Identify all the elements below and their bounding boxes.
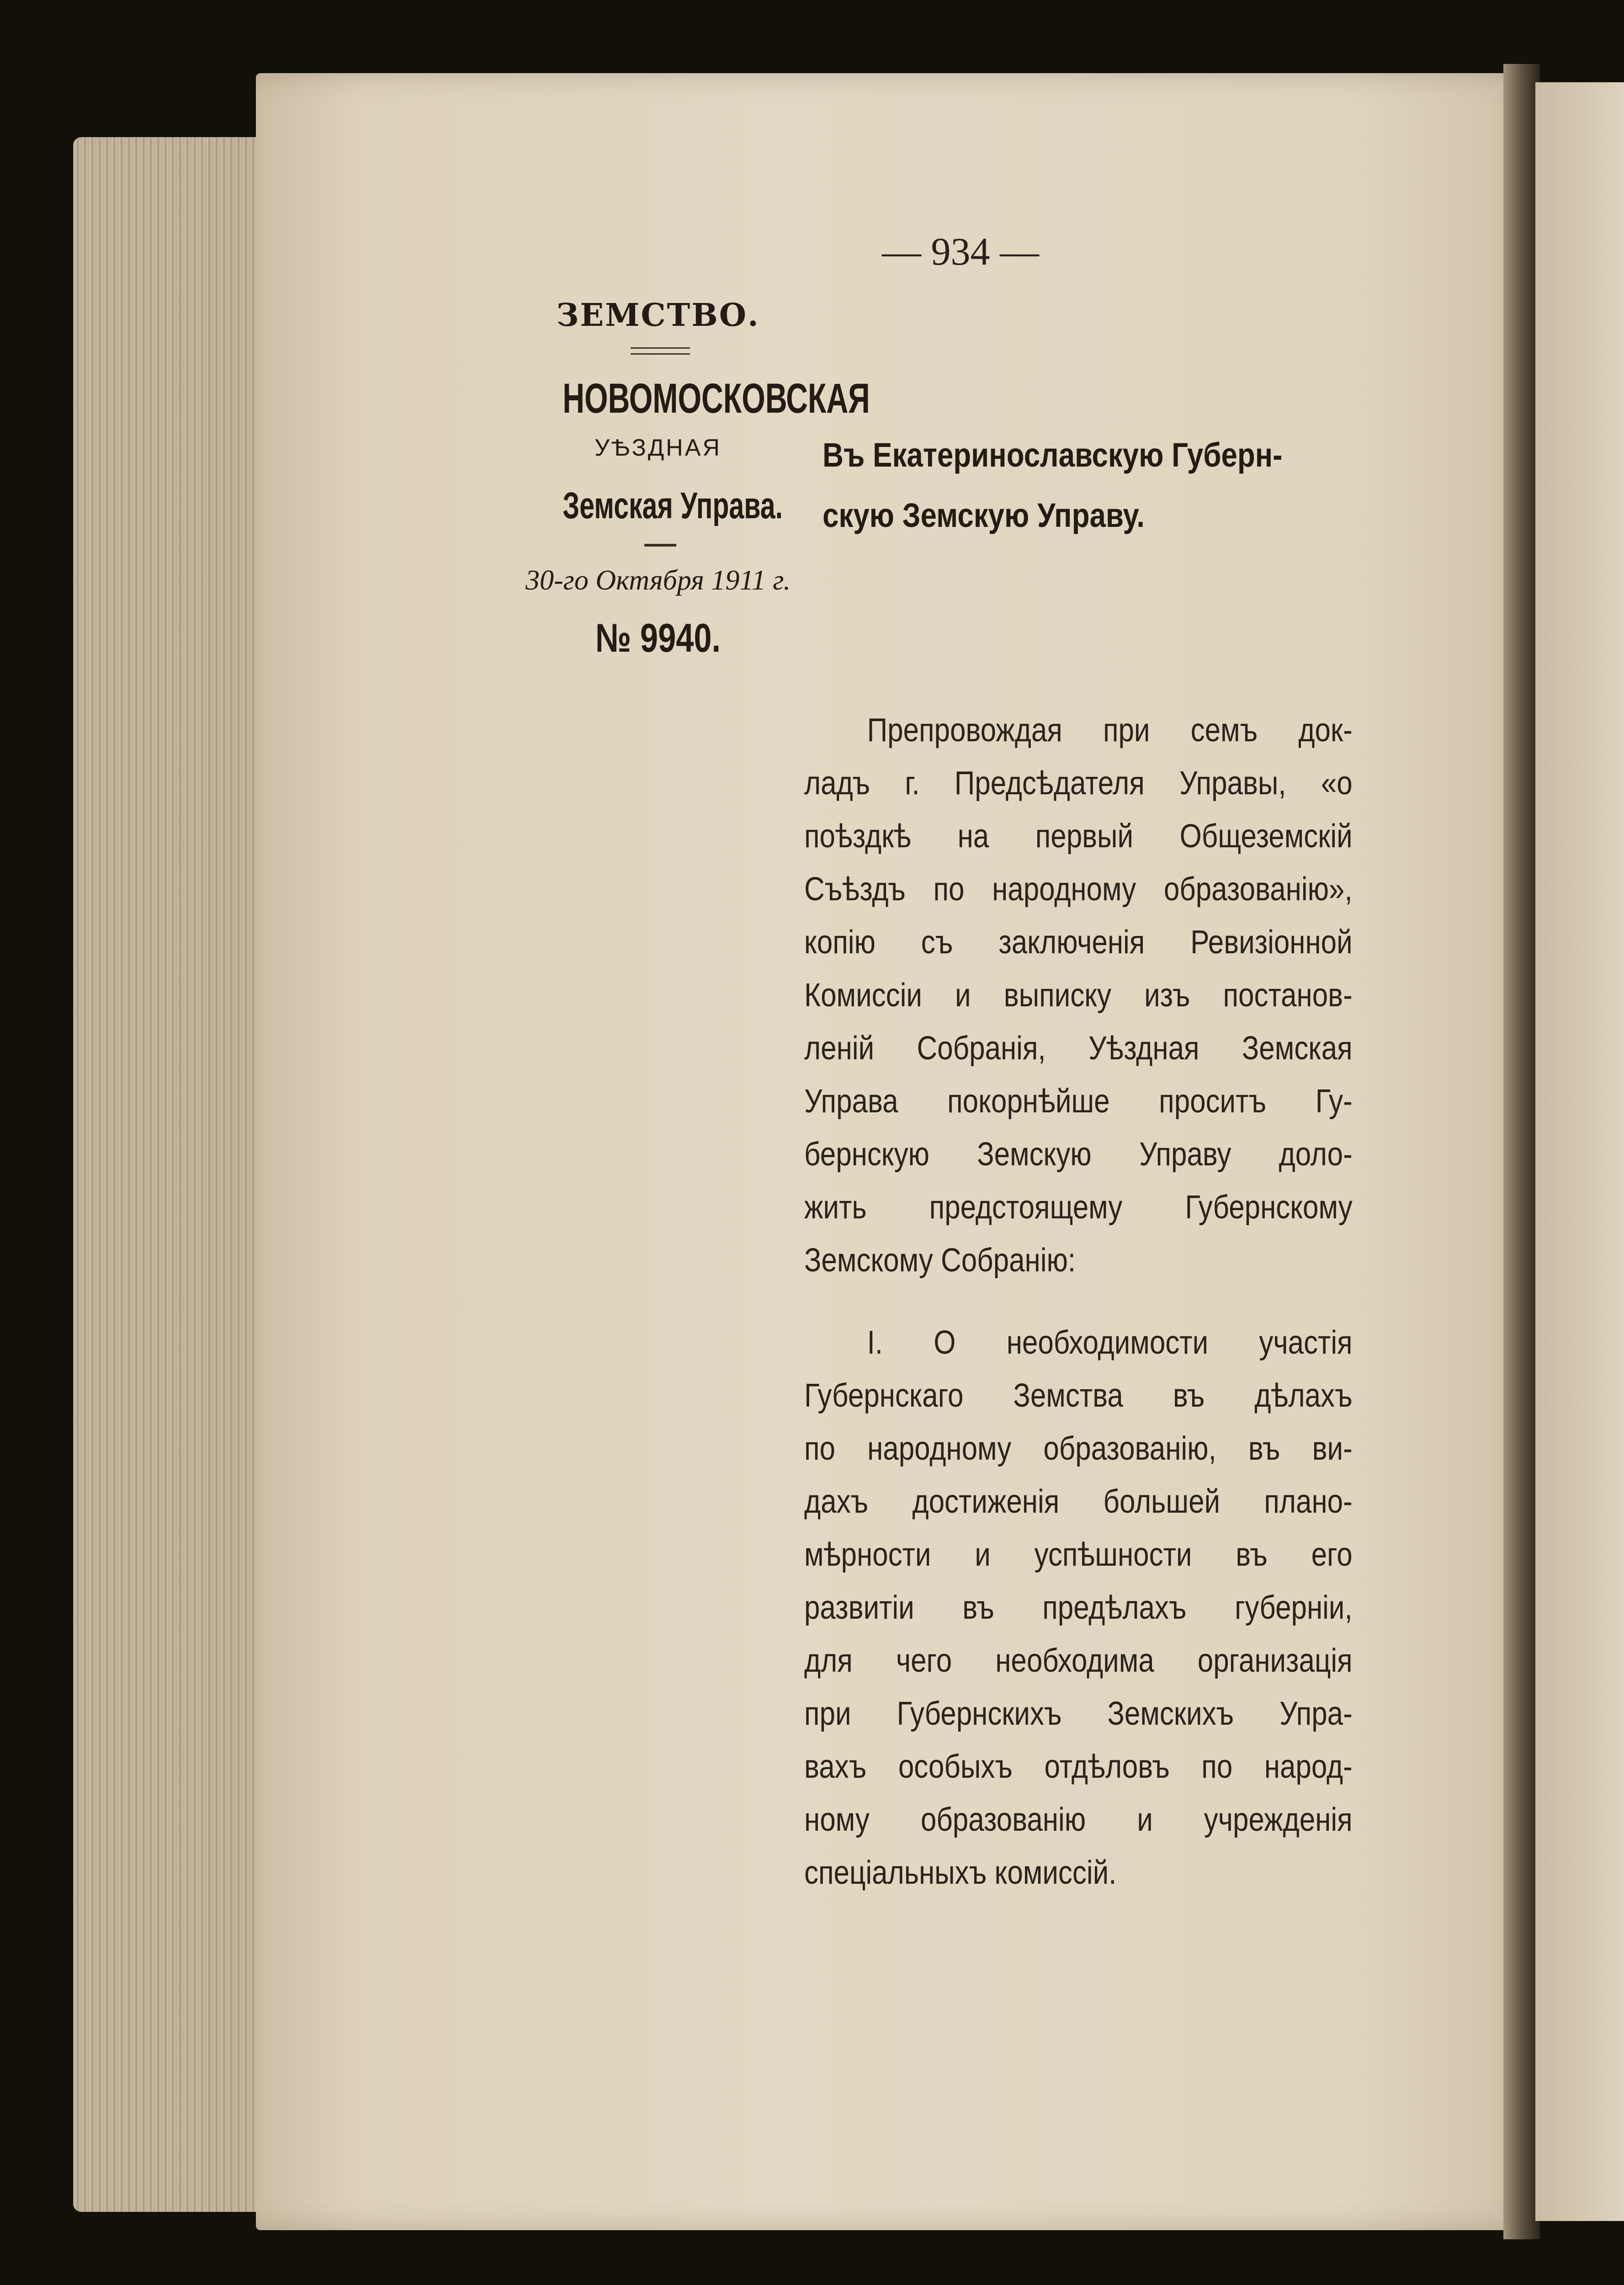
book-page-edges bbox=[73, 137, 283, 2212]
text-line: леній Собранія, Уѣздная Земская bbox=[804, 1030, 1353, 1067]
text-line: I. О необходимости участія bbox=[867, 1324, 1353, 1361]
text-line: по народному образованію, въ ви- bbox=[804, 1430, 1353, 1467]
margin-council-type: УѢЗДНАЯ bbox=[594, 435, 722, 461]
facing-page-edge bbox=[1535, 82, 1624, 2221]
addressee-line: скую Земскую Управу. bbox=[823, 496, 1145, 534]
margin-council-body: Земская Управа. bbox=[563, 485, 783, 526]
addressee-block bbox=[823, 425, 1373, 546]
text-line: дахъ достиженія большей плано- bbox=[804, 1483, 1353, 1520]
text-line: бернскую Земскую Управу доло- bbox=[804, 1136, 1353, 1173]
book-gutter bbox=[1503, 64, 1540, 2239]
margin-double-rule bbox=[631, 347, 690, 355]
text-line: жить предстоящему Губернскому bbox=[804, 1189, 1353, 1226]
text-line: мѣрности и успѣшности въ его bbox=[804, 1536, 1353, 1573]
text-line: ладъ г. Предсѣдателя Управы, «о bbox=[804, 765, 1353, 802]
text-line: Препровождая при семъ док- bbox=[867, 712, 1353, 749]
addressee-line: Въ Екатеринославскую Губерн- bbox=[823, 436, 1283, 474]
text-line: копію съ заключенія Ревизіонной bbox=[804, 924, 1353, 961]
text-line: развитіи въ предѣлахъ губерніи, bbox=[804, 1589, 1353, 1626]
text-line: Съѣздъ по народному образованію», bbox=[804, 871, 1353, 908]
text-line: Земскому Собранію: bbox=[804, 1242, 1076, 1279]
margin-short-rule bbox=[644, 544, 676, 547]
text-line: Комиссіи и выписку изъ постанов- bbox=[804, 977, 1353, 1014]
margin-document-number: № 9940. bbox=[595, 615, 721, 660]
paragraph-point-one bbox=[804, 1316, 1353, 1899]
text-line: Управа покорнѣйше проситъ Гу- bbox=[804, 1083, 1353, 1120]
text-line: спеціальныхъ комиссій. bbox=[804, 1855, 1117, 1891]
text-line: Губернскаго Земства въ дѣлахъ bbox=[804, 1377, 1353, 1414]
text-line: поѣздкѣ на первый Общеземскій bbox=[804, 818, 1353, 855]
text-line: вахъ особыхъ отдѣловъ по народ- bbox=[804, 1748, 1353, 1785]
text-line: ному образованію и учрежденія bbox=[804, 1801, 1353, 1838]
margin-council-name: НОВОМОСКОВСКАЯ bbox=[563, 375, 870, 422]
paragraph-main bbox=[804, 704, 1353, 1287]
margin-section-heading: ЗЕМСТВО. bbox=[556, 297, 760, 334]
page-number: — 934 — bbox=[882, 229, 1039, 273]
text-line: для чего необходима организація bbox=[804, 1642, 1353, 1679]
text-line: при Губернскихъ Земскихъ Упра- bbox=[804, 1695, 1353, 1732]
margin-date: 30-го Октября 1911 г. bbox=[525, 565, 791, 596]
